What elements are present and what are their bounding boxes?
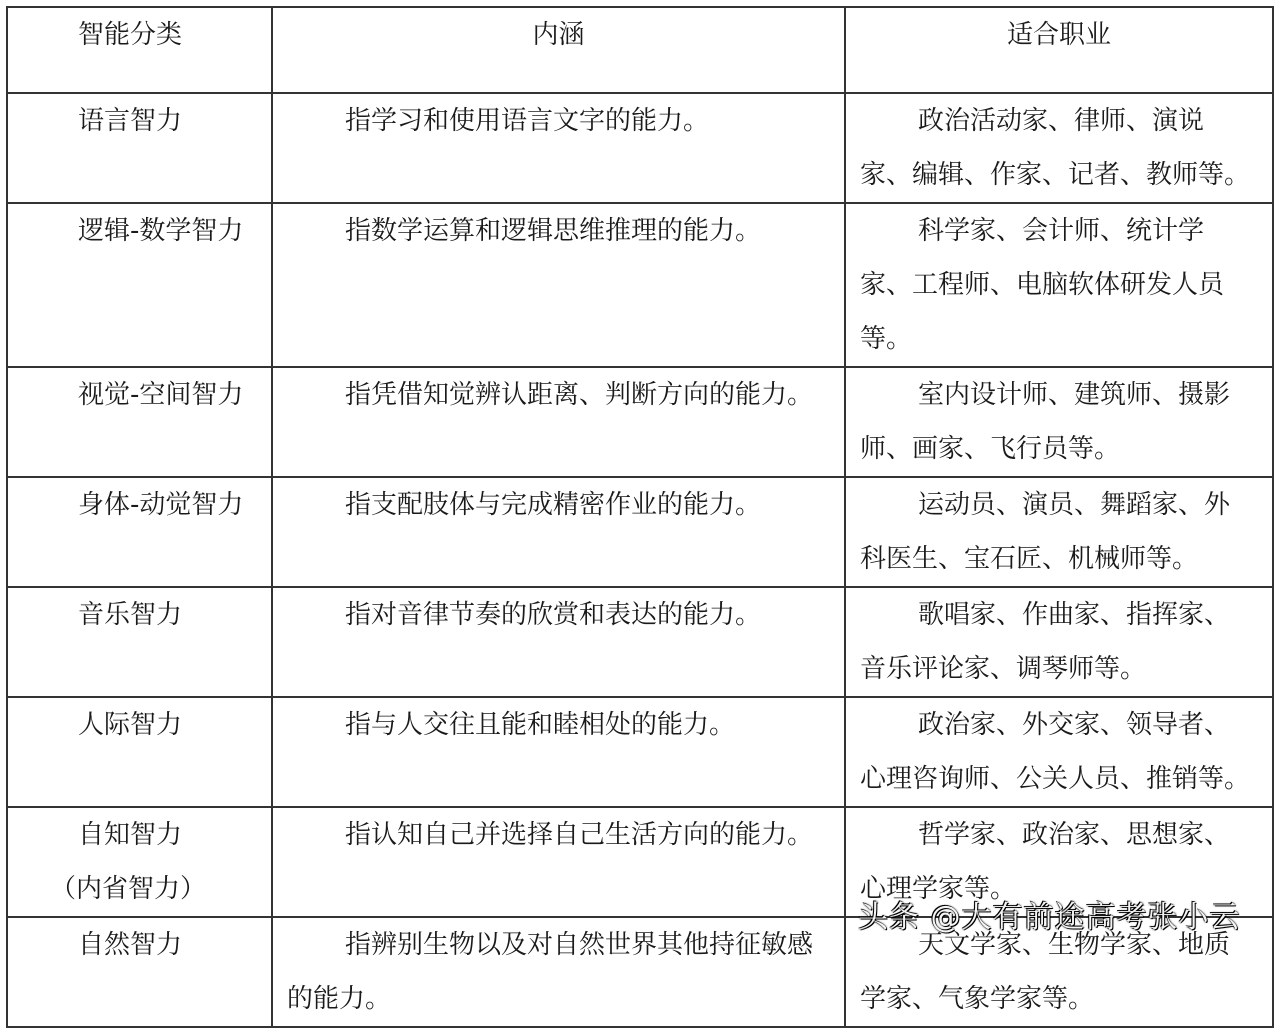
table-row — [7, 587, 1273, 697]
meaning-cell: 指凭借知觉辨认距离、判断方向的能力。 — [272, 367, 845, 477]
jobs-cell: 政治活动家、律师、演说家、编辑、作家、记者、教师等。 — [845, 93, 1273, 203]
category-label: 人际智力 — [78, 710, 183, 740]
header-meaning: 内涵 — [272, 7, 845, 93]
category-label: 视觉-空间智力 — [78, 380, 244, 410]
jobs-cell: 室内设计师、建筑师、摄影师、画家、飞行员等。 — [845, 367, 1273, 477]
meaning-cell: 指数学运算和逻辑思维推理的能力。 — [272, 203, 845, 367]
header-jobs: 适合职业 — [845, 7, 1273, 93]
category-cell — [7, 93, 272, 203]
category-cell — [7, 203, 272, 367]
header-category: 智能分类 — [7, 7, 272, 93]
meaning-cell: 指学习和使用语言文字的能力。 — [272, 93, 845, 203]
table-row — [7, 367, 1273, 477]
watermark: 头条 @大有前途高考张小云 — [858, 900, 1241, 935]
category-label: 语言智力 — [78, 106, 183, 136]
category-cell — [7, 587, 272, 697]
table-body — [7, 93, 1273, 1027]
meaning-cell: 指对音律节奏的欣赏和表达的能力。 — [272, 587, 845, 697]
meaning-cell: 指与人交往且能和睦相处的能力。 — [272, 697, 845, 807]
meaning-cell: 指支配肢体与完成精密作业的能力。 — [272, 477, 845, 587]
jobs-cell: 天文学家、生物学家、地质学家、气象学家等。 — [845, 917, 1273, 1027]
category-label: 逻辑-数学智力 — [78, 216, 244, 246]
category-label: 自然智力 — [78, 930, 183, 960]
category-cell — [7, 807, 272, 917]
meaning-cell: 指辨别生物以及对自然世界其他持征敏感的能力。 — [272, 917, 845, 1027]
table-row — [7, 203, 1273, 367]
category-cell — [7, 917, 272, 1027]
jobs-cell: 歌唱家、作曲家、指挥家、音乐评论家、调琴师等。 — [845, 587, 1273, 697]
table-row — [7, 477, 1273, 587]
category-cell — [7, 697, 272, 807]
table-header-row — [7, 7, 1273, 93]
jobs-cell: 运动员、演员、舞蹈家、外科医生、宝石匠、机械师等。 — [845, 477, 1273, 587]
intelligence-table — [6, 6, 1274, 1028]
category-cell — [7, 367, 272, 477]
category-label: （内省智力） — [50, 874, 207, 904]
table-row — [7, 93, 1273, 203]
category-label: 音乐智力 — [78, 600, 183, 630]
table-row — [7, 697, 1273, 807]
category-label: 自知智力 — [78, 820, 183, 850]
jobs-cell: 政治家、外交家、领导者、心理咨询师、公关人员、推销等。 — [845, 697, 1273, 807]
jobs-cell: 科学家、会计师、统计学家、工程师、电脑软体研发人员等。 — [845, 203, 1273, 367]
category-label: 身体-动觉智力 — [78, 490, 244, 520]
meaning-cell: 指认知自己并选择自己生活方向的能力。 — [272, 807, 845, 917]
jobs-cell: 哲学家、政治家、思想家、心理学家等。 — [845, 807, 1273, 917]
category-cell — [7, 477, 272, 587]
